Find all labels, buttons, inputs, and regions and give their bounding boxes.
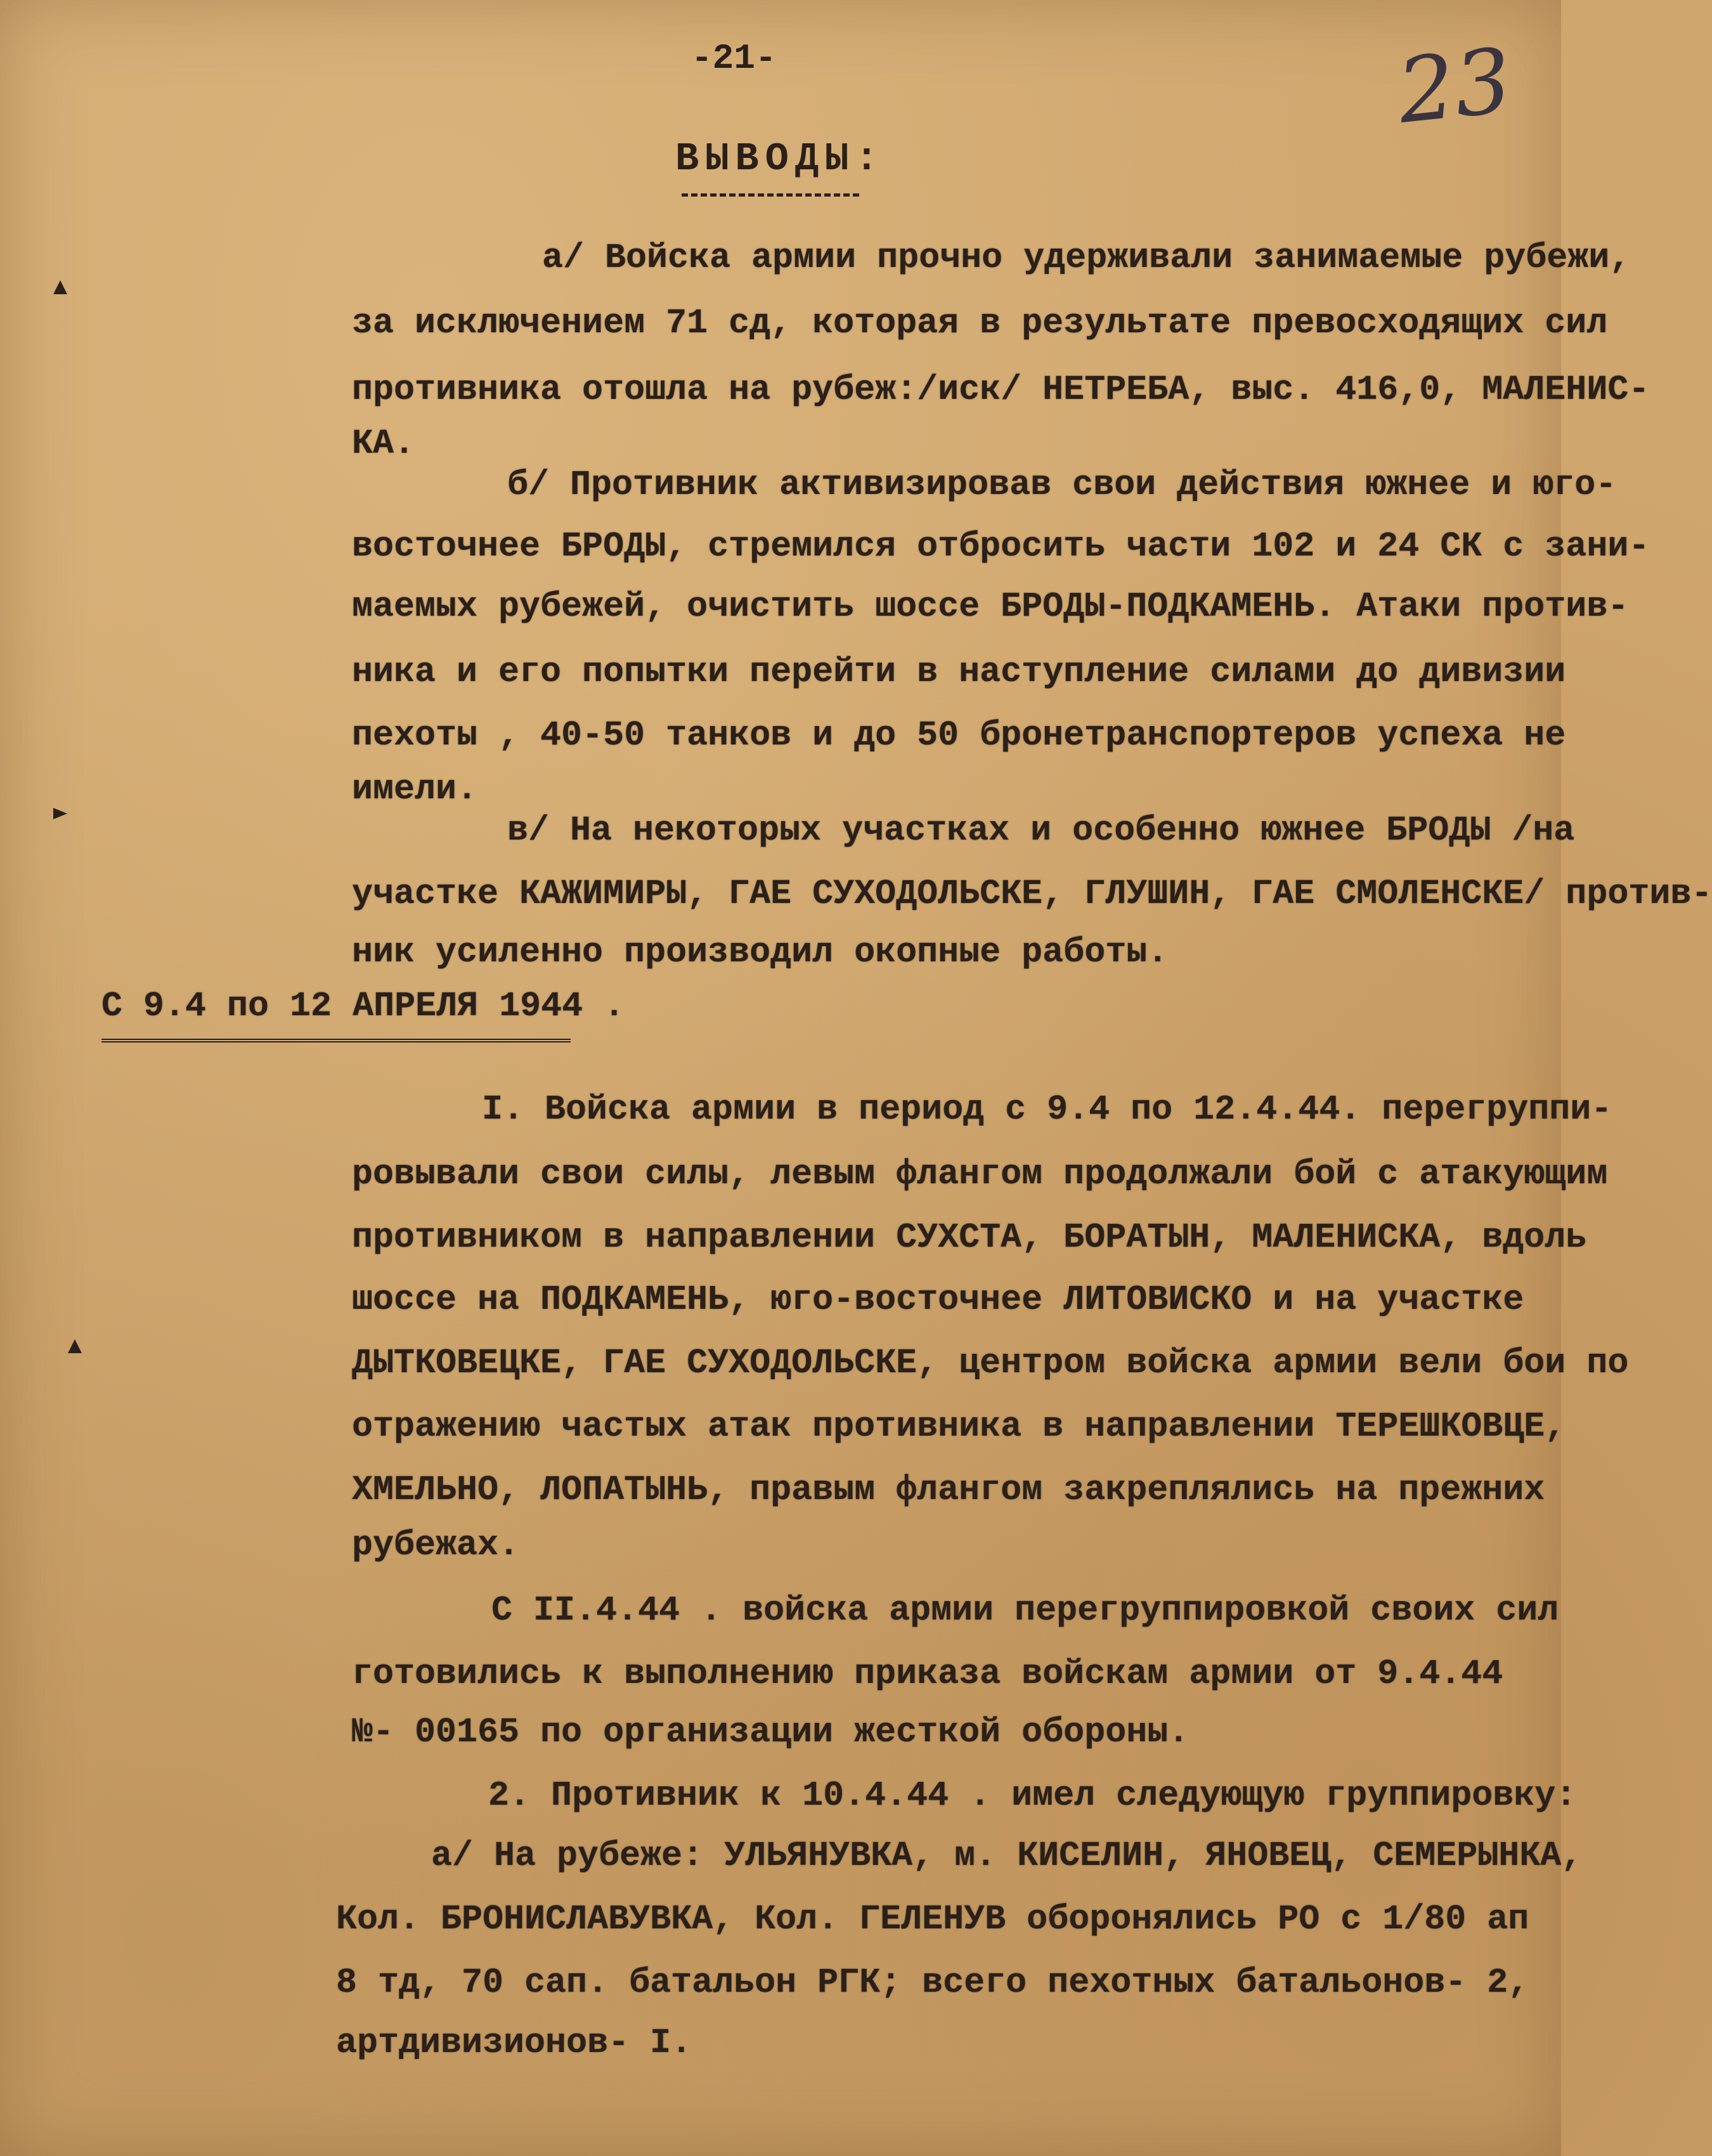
text-line: рубежах.: [352, 1525, 520, 1565]
text-line: ХМЕЛЬНО, ЛОПАТЫНЬ, правым флангом закреплялись на прежних: [352, 1470, 1545, 1510]
text-line: ника и его попытки перейти в наступление силами до дивизии: [352, 652, 1566, 692]
text-line: Кол. БРОНИСЛАВУВКА, Кол. ГЕЛЕНУВ оборонялись РО с 1/80 ап: [336, 1899, 1529, 1939]
text-line: ДЫТКОВЕЦКЕ, ГАЕ СУХОДОЛЬСКЕ, центром войска армии вели бои по: [352, 1343, 1629, 1383]
text-line: восточнее БРОДЫ, стремился отбросить части 102 и 24 СК с зани-: [352, 526, 1650, 566]
text-line: артдивизионов- I.: [336, 2023, 692, 2063]
section-title: ВЫВОДЫ:: [675, 136, 885, 181]
text-line: пехоты , 40-50 танков и до 50 бронетранспортеров успеха не: [352, 715, 1566, 755]
text-line: готовились к выполнению приказа войскам армии от 9.4.44: [352, 1654, 1503, 1694]
text-line: I. Войска армии в период с 9.4 по 12.4.44. перегруппи-: [482, 1089, 1612, 1129]
period-heading: С 9.4 по 12 АПРЕЛЯ 1944 .: [101, 986, 625, 1026]
text-line: за исключением 71 сд, которая в результате превосходящих сил: [352, 303, 1608, 343]
text-line: ровывали свои силы, левым флангом продолжали бой с атакующим: [352, 1154, 1608, 1194]
title-underline: [682, 193, 859, 197]
text-line: участке КАЖИМИРЫ, ГАЕ СУХОДОЛЬСКЕ, ГЛУШИН, ГАЕ СМОЛЕНСКЕ/ против-: [352, 874, 1712, 914]
text-line: №- 00165 по организации жесткой обороны.: [352, 1712, 1190, 1752]
text-line: имели.: [352, 769, 478, 809]
text-line: 8 тд, 70 сап. батальон РГК; всего пехотных батальонов- 2,: [336, 1963, 1529, 2003]
text-line: б/ Противник активизировав свои действия южнее и юго-: [507, 465, 1617, 505]
text-line: КА.: [352, 424, 415, 464]
text-line: ник усиленно производил окопные работы.: [352, 932, 1169, 972]
text-line: а/ Войска армии прочно удерживали занимаемые рубежи,: [542, 238, 1631, 278]
text-line: 2. Противник к 10.4.44 . имел следующую группировку:: [488, 1776, 1577, 1815]
text-line: противника отошла на рубеж:/иск/ НЕТРЕБА, выс. 416,0, МАЛЕНИС-: [352, 370, 1650, 410]
binder-hole-mark: [52, 279, 68, 295]
text-line: маемых рубежей, очистить шоссе БРОДЫ-ПОДКАМЕНЬ. Атаки против-: [352, 587, 1629, 627]
text-line: в/ На некоторых участках и особенно южнее БРОДЫ /на: [507, 810, 1575, 850]
binder-hole-mark: [52, 805, 68, 822]
text-line: шоссе на ПОДКАМЕНЬ, юго-восточнее ЛИТОВИСКО и на участке: [352, 1280, 1524, 1320]
binder-hole-mark: [67, 1338, 83, 1354]
period-heading-underline: [101, 1039, 571, 1042]
text-line: а/ На рубеже: УЛЬЯНУВКА, м. КИСЕЛИН, ЯНОВЕЦ, СЕМЕРЫНКА,: [431, 1836, 1583, 1876]
text-line: противником в направлении СУХСТА, БОРАТЫН, МАЛЕНИСКА, вдоль: [352, 1218, 1587, 1257]
page-number: -21-: [691, 38, 777, 79]
text-line: С II.4.44 . войска армии перегруппировкой своих сил: [491, 1590, 1559, 1630]
handwritten-page-number: 23: [1392, 29, 1517, 144]
text-line: отражению частых атак противника в направлении ТЕРЕШКОВЦЕ,: [352, 1406, 1566, 1446]
